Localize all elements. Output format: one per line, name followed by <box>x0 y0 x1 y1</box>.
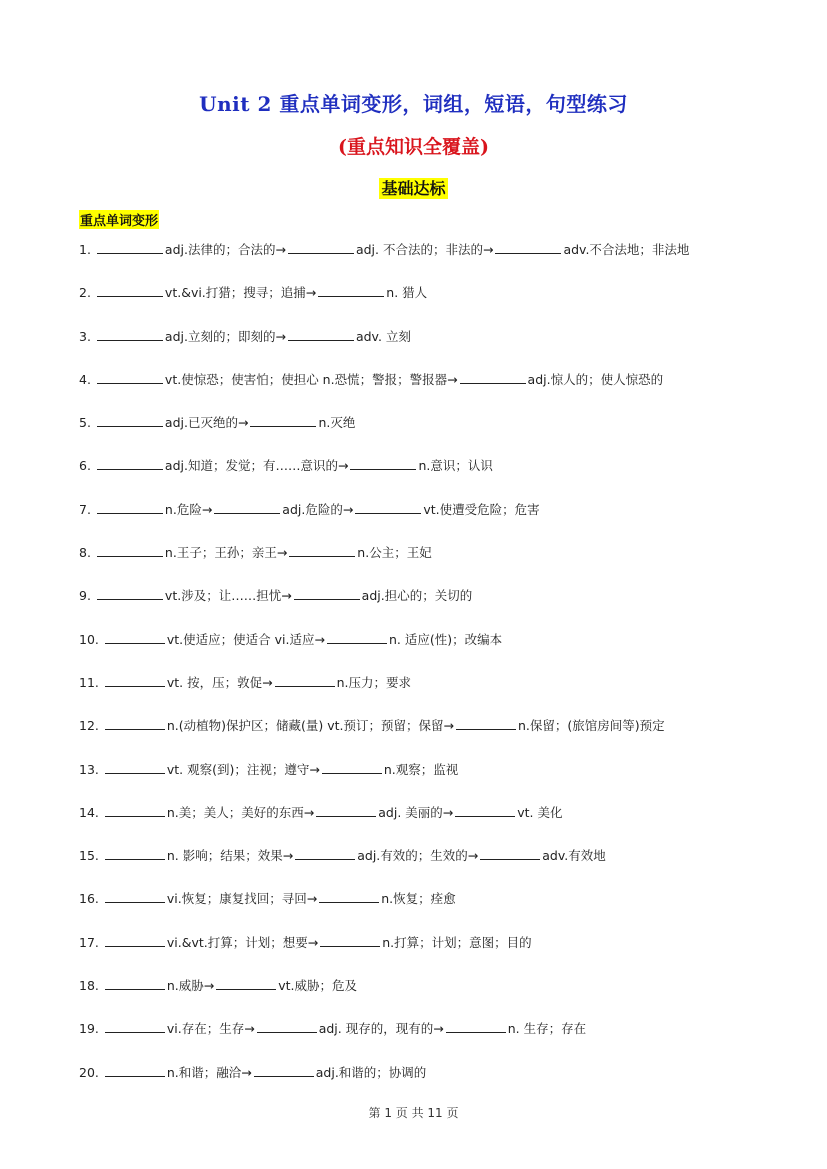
item-text: adj.立刻的；即刻的→ <box>164 328 286 344</box>
exercise-item <box>79 933 749 976</box>
item-number: 15. <box>79 848 99 864</box>
answer-blank[interactable] <box>105 803 165 817</box>
exercise-item <box>79 456 749 499</box>
item-text: n.危险→ <box>164 501 213 517</box>
exercise-item <box>79 240 749 283</box>
answer-blank[interactable] <box>97 456 163 470</box>
item-text: vt. 美化 <box>517 804 563 820</box>
item-text: n.和谐；融洽→ <box>166 1064 252 1080</box>
answer-blank[interactable] <box>480 846 540 860</box>
exercise-item <box>79 760 749 803</box>
exercise-list <box>79 240 749 1106</box>
exercise-item <box>79 586 749 629</box>
answer-blank[interactable] <box>250 413 316 427</box>
item-text: n.意识；认识 <box>418 458 493 474</box>
item-number: 16. <box>79 891 99 907</box>
answer-blank[interactable] <box>254 1063 314 1077</box>
exercise-item <box>79 803 749 846</box>
item-number: 10. <box>79 631 99 647</box>
item-text: vt.使惊恐；使害怕；使担心 n.恐慌；警报；警报器→ <box>164 371 458 387</box>
item-number: 3. <box>79 328 91 344</box>
answer-blank[interactable] <box>105 976 165 990</box>
answer-blank[interactable] <box>105 630 165 644</box>
answer-blank[interactable] <box>320 933 380 947</box>
answer-blank[interactable] <box>105 716 165 730</box>
answer-blank[interactable] <box>257 1019 317 1033</box>
item-text: n. 适应(性)；改编本 <box>388 631 503 647</box>
section-heading: 重点单词变形 <box>79 210 159 229</box>
item-number: 5. <box>79 415 91 431</box>
item-text: vi.&vt.打算；计划；想要→ <box>166 934 319 950</box>
item-text: vi.存在；生存→ <box>166 1021 255 1037</box>
exercise-item <box>79 716 749 759</box>
answer-blank[interactable] <box>316 803 376 817</box>
answer-blank[interactable] <box>294 586 360 600</box>
exercise-item <box>79 283 749 326</box>
item-text: n. 影响；结果；效果→ <box>166 848 294 864</box>
item-number: 17. <box>79 934 99 950</box>
item-text: adj.知道；发觉；有……意识的→ <box>164 458 349 474</box>
item-number: 11. <box>79 674 99 690</box>
item-number: 13. <box>79 761 99 777</box>
item-text: adj. 美丽的→ <box>378 804 454 820</box>
item-text: adj. 不合法的；非法的→ <box>355 242 494 257</box>
exercise-item <box>79 500 749 543</box>
item-text: vt.使适应；使适合 vi.适应→ <box>166 631 325 647</box>
item-text: adv. 立刻 <box>355 328 411 344</box>
answer-blank[interactable] <box>105 933 165 947</box>
answer-blank[interactable] <box>105 889 165 903</box>
answer-blank[interactable] <box>446 1019 506 1033</box>
answer-blank[interactable] <box>214 500 280 514</box>
answer-blank[interactable] <box>495 240 561 254</box>
exercise-item <box>79 630 749 673</box>
item-text: n.恢复；痊愈 <box>381 891 456 907</box>
item-text: adj.危险的→ <box>282 501 354 517</box>
item-text: adj.担心的；关切的 <box>361 588 473 604</box>
item-number: 6. <box>79 458 91 474</box>
item-text: n.压力；要求 <box>336 674 412 690</box>
answer-blank[interactable] <box>275 673 335 687</box>
answer-blank[interactable] <box>97 500 163 514</box>
exercise-item <box>79 370 749 413</box>
item-text: vt. 观察(到)；注视；遵守→ <box>166 761 320 777</box>
exercise-item <box>79 1019 749 1062</box>
item-number: 7. <box>79 501 91 517</box>
item-text: n.观察；监视 <box>383 761 459 777</box>
exercise-item <box>79 976 749 1019</box>
item-text: n.(动植物)保护区；储藏(量) vt.预订；预留；保留→ <box>166 718 454 734</box>
answer-blank[interactable] <box>216 976 276 990</box>
item-text: n.打算；计划；意图；目的 <box>382 934 532 950</box>
item-number: 4. <box>79 371 91 387</box>
item-text: adv.不合法地；非法地 <box>563 242 690 257</box>
answer-blank[interactable] <box>289 543 355 557</box>
item-text: n.保留；(旅馆房间等)预定 <box>518 718 665 734</box>
exercise-item <box>79 413 749 456</box>
answer-blank[interactable] <box>350 456 416 470</box>
item-number: 9. <box>79 588 91 604</box>
item-text: n.美；美人；美好的东西→ <box>166 804 315 820</box>
exercise-item <box>79 327 749 370</box>
answer-blank[interactable] <box>455 803 515 817</box>
answer-blank[interactable] <box>105 1019 165 1033</box>
item-text: vt. 按，压；敦促→ <box>166 674 273 690</box>
answer-blank[interactable] <box>105 1063 165 1077</box>
answer-blank[interactable] <box>105 673 165 687</box>
item-number: 14. <box>79 804 99 820</box>
answer-blank[interactable] <box>327 630 387 644</box>
item-text: n. 猎人 <box>386 285 428 301</box>
item-number: 18. <box>79 978 99 994</box>
answer-blank[interactable] <box>318 283 384 297</box>
item-number: 20. <box>79 1064 99 1080</box>
level-heading-text: 基础达标 <box>381 179 446 198</box>
item-text: adj.和谐的；协调的 <box>315 1064 427 1080</box>
exercise-item <box>79 846 749 889</box>
answer-blank[interactable] <box>456 716 516 730</box>
answer-blank[interactable] <box>97 283 163 297</box>
answer-blank[interactable] <box>288 240 354 254</box>
item-text: vt.涉及；让……担忧→ <box>164 588 292 604</box>
item-number: 1. <box>79 242 91 257</box>
document-subtitle: (重点知识全覆盖) <box>338 136 489 158</box>
item-text: vt.使遭受危险；危害 <box>423 501 540 517</box>
item-number: 2. <box>79 285 91 301</box>
item-text: adv.有效地 <box>542 848 606 864</box>
exercise-item <box>79 673 749 716</box>
answer-blank[interactable] <box>97 543 163 557</box>
answer-blank[interactable] <box>97 240 163 254</box>
exercise-item <box>79 543 749 586</box>
item-text: n.灭绝 <box>318 415 356 431</box>
answer-blank[interactable] <box>97 413 163 427</box>
item-text: adj.已灭绝的→ <box>164 415 249 431</box>
document-title: Unit 2 重点单词变形，词组，短语，句型练习 <box>199 92 628 116</box>
answer-blank[interactable] <box>97 370 163 384</box>
answer-blank[interactable] <box>105 846 165 860</box>
item-text: n.公主；王妃 <box>357 545 432 561</box>
item-text: n.王子；王孙；亲王→ <box>164 545 288 561</box>
answer-blank[interactable] <box>97 327 163 341</box>
item-text: n.威胁→ <box>166 978 215 994</box>
answer-blank[interactable] <box>288 327 354 341</box>
answer-blank[interactable] <box>322 760 382 774</box>
answer-blank[interactable] <box>319 889 379 903</box>
exercise-item <box>79 1063 749 1106</box>
level-heading <box>0 176 827 199</box>
item-text: vt.威胁；危及 <box>278 978 358 994</box>
answer-blank[interactable] <box>105 760 165 774</box>
answer-blank[interactable] <box>355 500 421 514</box>
item-text: adj. 现存的，现有的→ <box>318 1021 444 1037</box>
item-number: 12. <box>79 718 99 734</box>
item-text: adj.法律的；合法的→ <box>164 242 286 257</box>
item-text: vt.&vi.打猎；搜寻；追捕→ <box>164 285 317 301</box>
answer-blank[interactable] <box>460 370 526 384</box>
item-text: adj.有效的；生效的→ <box>357 848 479 864</box>
exercise-item <box>79 889 749 932</box>
answer-blank[interactable] <box>97 586 163 600</box>
item-number: 8. <box>79 545 91 561</box>
item-text: vi.恢复；康复找回；寻回→ <box>166 891 318 907</box>
answer-blank[interactable] <box>295 846 355 860</box>
item-number: 19. <box>79 1021 99 1037</box>
item-text: n. 生存；存在 <box>507 1021 587 1037</box>
page-footer: 第 1 页 共 11 页 <box>368 1106 459 1120</box>
item-text: adj.惊人的；使人惊恐的 <box>527 371 664 387</box>
